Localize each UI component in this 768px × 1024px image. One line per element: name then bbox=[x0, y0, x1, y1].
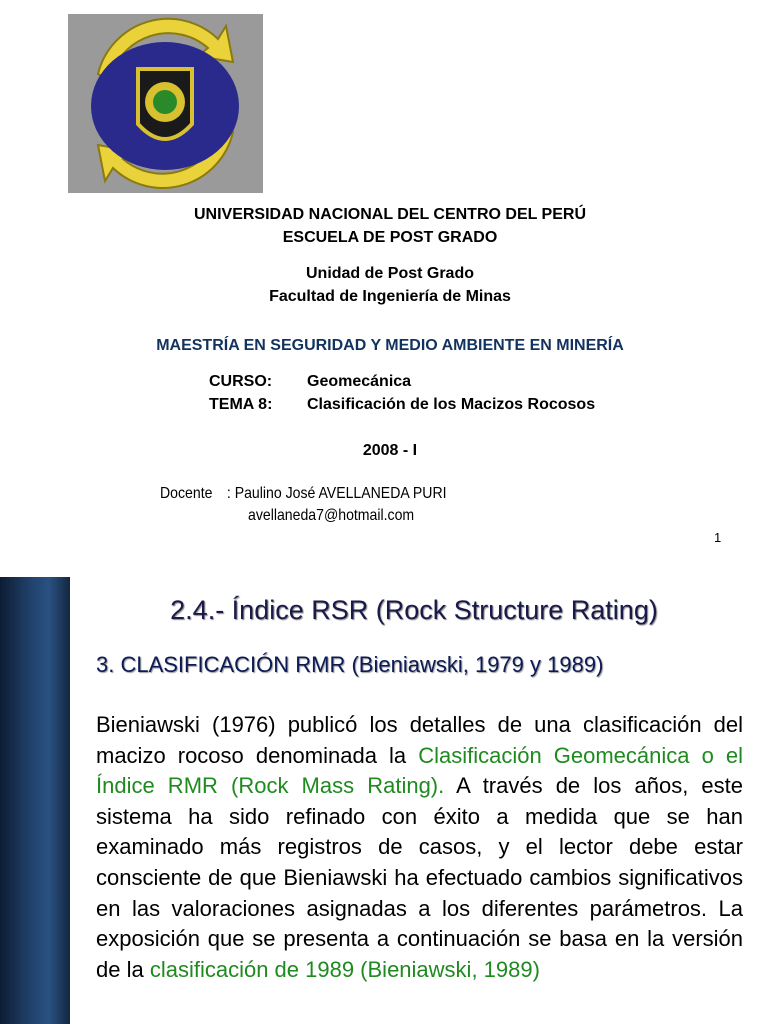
teacher-line bbox=[160, 482, 447, 505]
university-name: UNIVERSIDAD NACIONAL DEL CENTRO DEL PERÚ bbox=[193, 206, 587, 223]
course-info bbox=[209, 370, 595, 416]
topic-value: Clasificación de los Macizos Rocosos bbox=[307, 396, 596, 413]
slide-subtitle: 3. CLASIFICACIÓN RMR (Bieniawski, 1979 y 1989) bbox=[96, 652, 604, 677]
university-logo bbox=[68, 14, 263, 193]
teacher-email: avellaneda7@hotmail.com bbox=[248, 507, 415, 524]
teacher-label: Docente bbox=[160, 485, 213, 502]
program-name: MAESTRÍA EN SEGURIDAD Y MEDIO AMBIENTE EN MINERÍA bbox=[156, 337, 624, 354]
faculty-name: Facultad de Ingeniería de Minas bbox=[269, 288, 511, 305]
body-text-1: Bieniawski (1976) publicó los detalles de una clasificación del macizo rocoso denominada la bbox=[96, 712, 743, 768]
unit-name: Unidad de Post Grado bbox=[305, 265, 474, 282]
page-number: 1 bbox=[714, 530, 722, 545]
term: 2008 - I bbox=[362, 442, 418, 459]
content-slide bbox=[0, 577, 768, 1024]
teacher-value: : Paulino José AVELLANEDA PURI bbox=[226, 485, 447, 502]
body-highlight-2: clasificación de 1989 (Bieniawski, 1989) bbox=[149, 956, 540, 982]
slide-sidebar bbox=[0, 577, 70, 1024]
slide-body-text bbox=[96, 710, 743, 985]
body-highlight-1: Clasificación Geomecánica o el Índice RMR (Rock Mass Rating). bbox=[96, 742, 743, 799]
course-label: CURSO: bbox=[209, 373, 273, 390]
university-logo-graphic bbox=[68, 14, 263, 193]
school-name: ESCUELA DE POST GRADO bbox=[282, 229, 498, 246]
body-text-2: A través de los años, este sistema ha sido refinado con éxito a medida que se han examinado más registros de casos, y el lector debe estar consciente de que Bieniawski ha efectuado cambios significativos en las valoraciones asignadas a los diferentes parámetros. La exposición que se presenta a continuación se basa en la versión de la bbox=[96, 773, 743, 982]
course-value: Geomecánica bbox=[307, 373, 412, 390]
topic-label: TEMA 8: bbox=[209, 396, 273, 413]
slide-title: 2.4.- Índice RSR (Rock Structure Rating) bbox=[170, 595, 658, 625]
